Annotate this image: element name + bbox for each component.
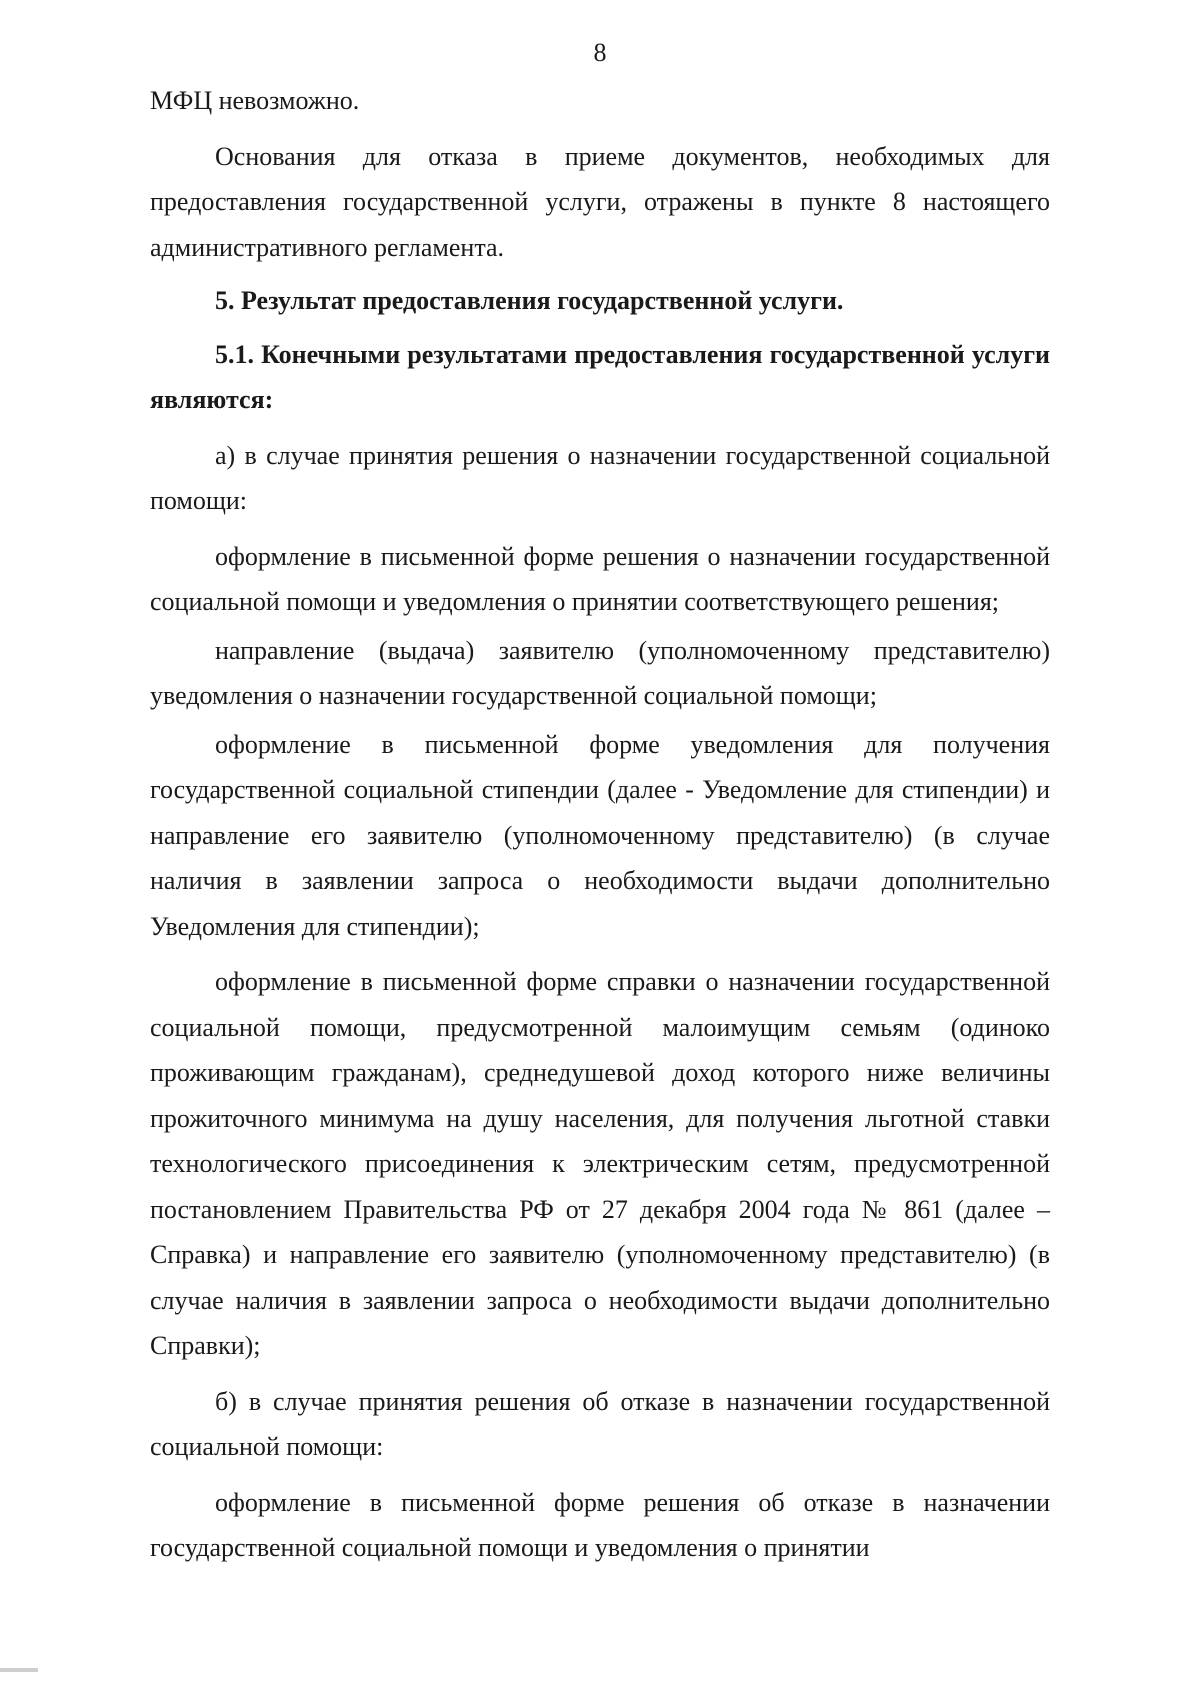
subsection-heading: 5.1. Конечными результатами предоставления государственной услуги являются: (150, 339, 1050, 414)
page-number: 8 (593, 38, 607, 67)
scan-edge-mark (0, 1668, 38, 1672)
paragraph-notification-delivery: направление (выдача) заявителю (уполномоченному представителю) уведомления о назначении государственной социальной помощи; (150, 635, 1050, 710)
paragraph-continuation: МФЦ невозможно. (150, 86, 360, 115)
document-body (150, 78, 1050, 1574)
paragraph-decision-form: оформление в письменной форме решения о назначении государственной социальной помощи и уведомления о принятии соответствующего решения; (150, 541, 1050, 616)
paragraph-item-a: а) в случае принятия решения о назначении государственной социальной помощи: (150, 440, 1050, 515)
paragraph-certificate: оформление в письменной форме справки о назначении государственной социальной помощи, предусмотренной малоимущим семьям (одиноко проживающим гражданам), среднедушевой доход которого ниже величины прожиточного минимума на душу населения, для получения льготной ставки технологического присоединения к электрическим сетям, предусмотренной постановлением Правительства РФ от 27 декабря 2004 года № 861 (далее – Справка) и направление его заявителю (уполномоченному представителю) (в случае наличия в заявлении запроса о необходимости выдачи дополнительно Справки); (150, 967, 1050, 1360)
paragraph-refusal-form: оформление в письменной форме решения об отказе в назначении государственной социальной помощи и уведомления о принятии (150, 1487, 1050, 1562)
paragraph-refusal-grounds: Основания для отказа в приеме документов, необходимых для предоставления государственной услуги, отражены в пункте 8 настоящего административного регламента. (150, 141, 1050, 262)
paragraph-item-b: б) в случае принятия решения об отказе в назначении государственной социальной помощи: (150, 1386, 1050, 1461)
paragraph-scholarship-notice: оформление в письменной форме уведомления для получения государственной социальной стипендии (далее - Уведомление для стипендии) и направление его заявителю (уполномоченному представителю) (в случае наличия в заявлении запроса о необходимости выдачи дополнительно Уведомления для стипендии); (150, 729, 1050, 941)
section-heading: 5. Результат предоставления государственной услуги. (215, 286, 844, 315)
